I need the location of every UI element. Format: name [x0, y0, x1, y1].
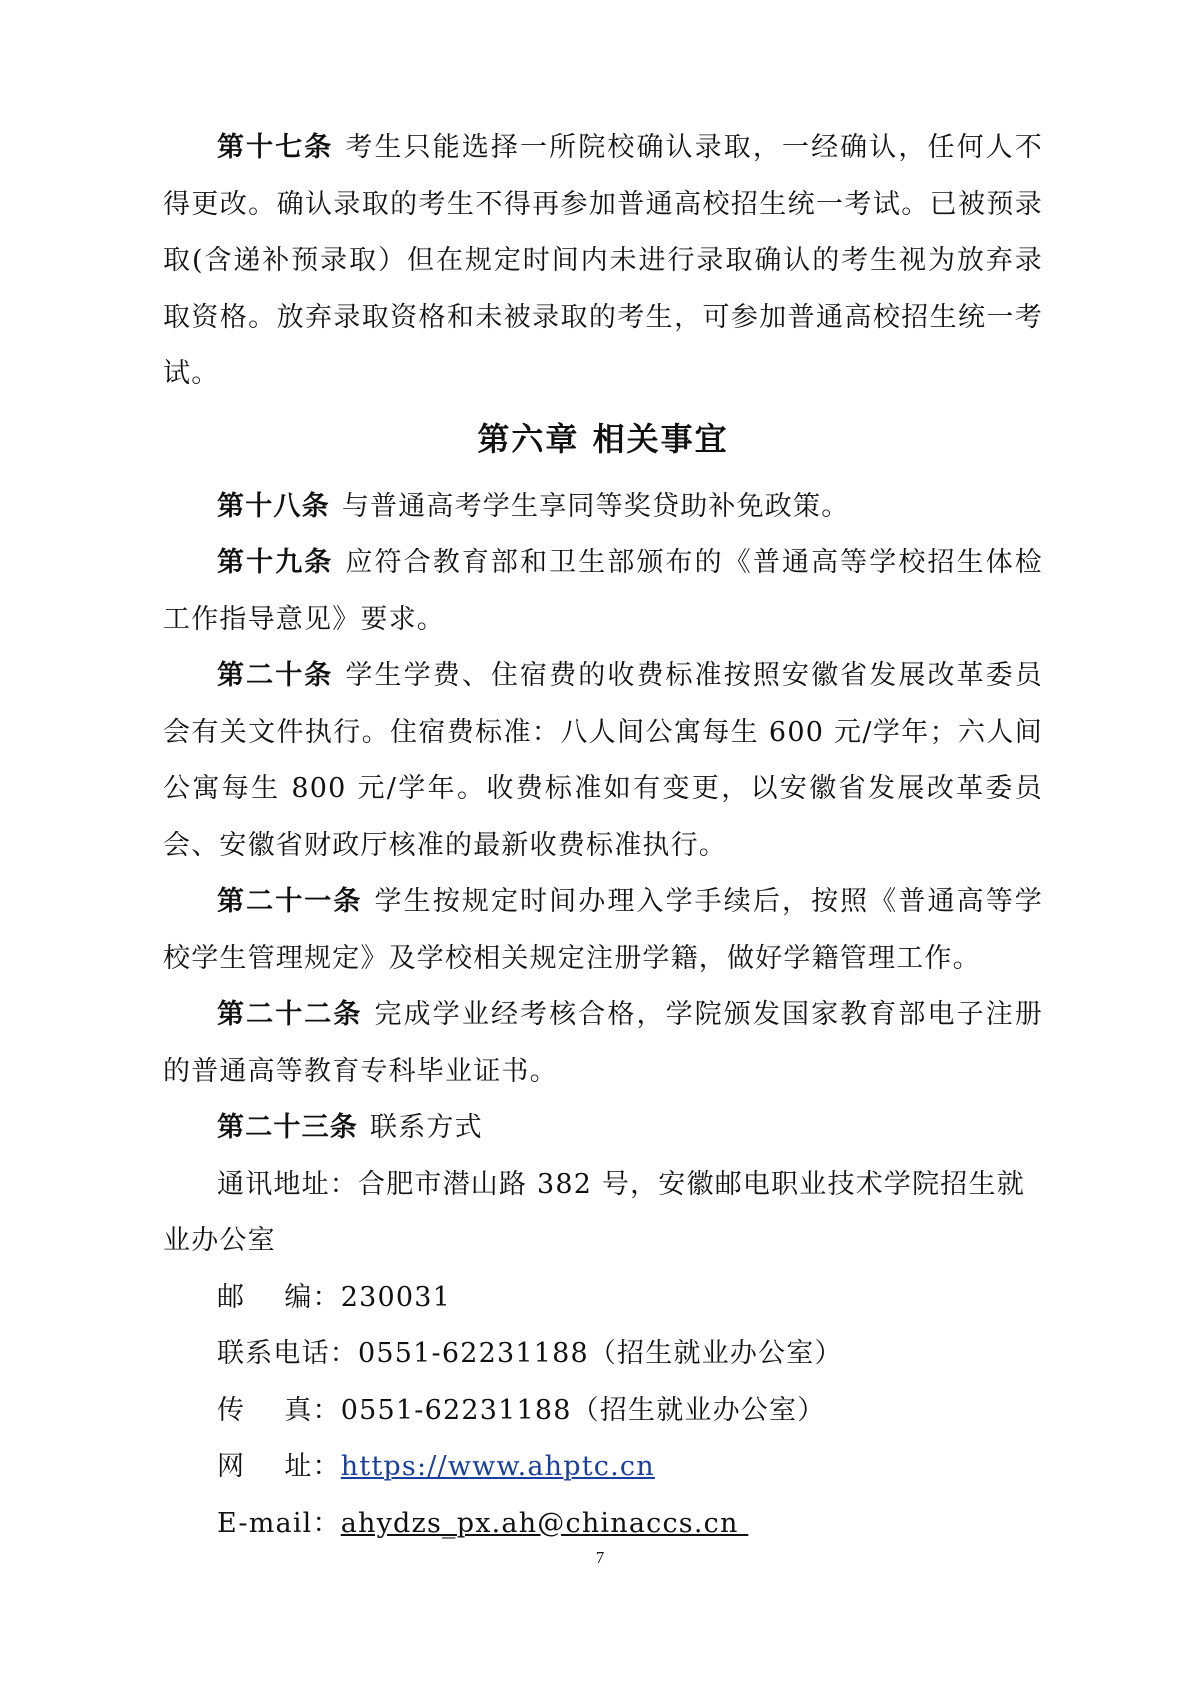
article-18: [163, 479, 1043, 536]
website-label: 网 址：: [217, 1451, 341, 1482]
article-20: [163, 648, 1043, 874]
contact-postcode: [163, 1270, 1043, 1327]
article-17: [163, 120, 1043, 403]
article-21: [163, 874, 1043, 987]
email-link[interactable]: ahydzs_px.ah@chinaccs.cn: [340, 1507, 749, 1539]
contact-phone: [163, 1326, 1043, 1383]
address-value: 合肥市潜山路 382 号，安徽邮电职业技术学院招生就业办公室: [163, 1168, 1025, 1256]
chapter-heading: 第六章 相关事宜: [477, 419, 729, 458]
article-23-text: 联系方式: [370, 1112, 483, 1143]
article-19: [163, 535, 1043, 648]
phone-value: 0551-62231188（招生就业办公室）: [358, 1338, 843, 1369]
article-18-label: 第十八条: [217, 490, 330, 522]
phone-label: 联系电话：: [217, 1338, 358, 1369]
contact-email: [163, 1496, 1043, 1553]
article-17-label: 第十七条: [217, 132, 334, 163]
article-18-text: 与普通高考学生享同等奖贷助补免政策。: [341, 490, 850, 522]
fax-value: 0551-62231188（招生就业办公室）: [340, 1394, 826, 1426]
article-20-label: 第二十条: [217, 660, 334, 691]
contact-fax: [163, 1383, 1043, 1440]
article-23: [163, 1100, 1043, 1157]
article-21-label: 第二十一条: [217, 886, 363, 917]
article-17-text: 考生只能选择一所院校确认录取，一经确认，任何人不得更改。确认录取的考生不得再参加普通高校招生统一考试。已被预录取(含递补预录取）但在规定时间内未进行录取确认的考生视为放弃录取资格。放弃录取资格和未被录取的考生，可参加普通高校招生统一考试。: [163, 132, 1043, 389]
article-20-text: 学生学费、住宿费的收费标准按照安徽省发展改革委员会有关文件执行。住宿费标准：八人间公寓每生 600 元/学年；六人间公寓每生 800 元/学年。收费标准如有变更，以安徽省发展改革委员会、安徽省财政厅核准的最新收费标准执行。: [163, 660, 1043, 861]
address-label: 通讯地址：: [217, 1168, 358, 1200]
contact-website: [163, 1439, 1043, 1496]
contact-address: [163, 1157, 1043, 1270]
article-19-label: 第十九条: [217, 547, 334, 578]
article-22-text: 完成学业经考核合格，学院颁发国家教育部电子注册的普通高等教育专科毕业证书。: [163, 999, 1044, 1087]
article-22-label: 第二十二条: [217, 999, 363, 1030]
article-19-text: 应符合教育部和卫生部颁布的《普通高等学校招生体检工作指导意见》要求。: [163, 547, 1043, 635]
website-link[interactable]: https://www.ahptc.cn: [340, 1451, 655, 1482]
article-22: [163, 987, 1043, 1100]
postcode-value: 230031: [340, 1281, 452, 1313]
fax-label: 传 真：: [217, 1394, 341, 1426]
article-23-label: 第二十三条: [217, 1112, 358, 1143]
email-label: E-mail：: [217, 1507, 341, 1539]
page-number: 7: [595, 1548, 605, 1567]
article-21-text: 学生按规定时间办理入学手续后，按照《普通高等学校学生管理规定》及学校相关规定注册学籍，做好学籍管理工作。: [163, 886, 1044, 974]
document-body: [163, 120, 1043, 1552]
postcode-label: 邮 编：: [217, 1281, 341, 1313]
